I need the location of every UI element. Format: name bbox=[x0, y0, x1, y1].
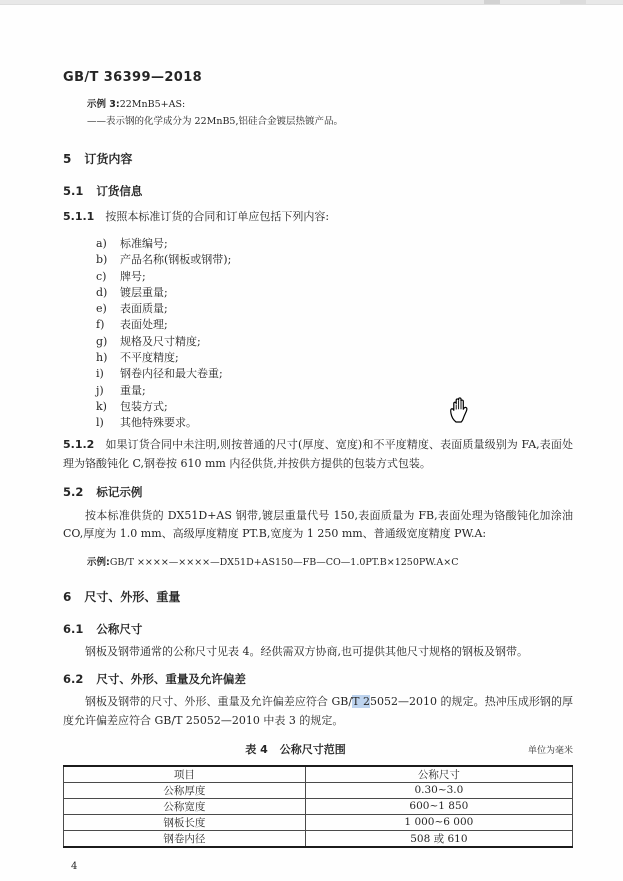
list-item: f) 表面处理; bbox=[96, 318, 168, 332]
example-3-block bbox=[87, 96, 573, 130]
example-3-code: 22MnB5+AS: bbox=[119, 99, 186, 110]
example-3-line bbox=[87, 96, 573, 113]
column-header: 项目 bbox=[64, 766, 306, 783]
designation-example-line bbox=[87, 555, 573, 571]
list-item: a) 标准编号; bbox=[96, 237, 168, 250]
list-item: k) 包装方式; bbox=[96, 399, 168, 413]
search-highlight: T 2 bbox=[352, 694, 370, 708]
order-content-list bbox=[63, 236, 573, 432]
section-5-1-heading bbox=[63, 183, 573, 199]
clause-6-2-body bbox=[63, 692, 573, 730]
section-6-2-heading bbox=[63, 671, 573, 687]
clause-5-1-2-text: 如果订货合同中未注明,则按普通的尺寸(厚度、宽度)和不平度精度、表面质量级别为 FA,表面处理为铬酸钝化 C,钢卷按 610 mm 内径供货,并按供方提供的包装方式包装。 bbox=[63, 437, 573, 470]
section-6-1-heading bbox=[63, 621, 573, 637]
unit-note: 单位为毫米 bbox=[527, 745, 573, 756]
section-6-heading bbox=[63, 588, 573, 605]
section-5-heading bbox=[63, 150, 573, 167]
standard-number-header: GB/T 36399—2018 bbox=[63, 70, 203, 85]
table-4-caption bbox=[63, 741, 528, 757]
page-number: 4 bbox=[71, 860, 78, 872]
table-header-row bbox=[64, 766, 573, 783]
example-3-description: ——表示钢的化学成分为 22MnB5,铝硅合金镀层热镀产品。 bbox=[87, 116, 343, 127]
section-5-number: 5 bbox=[63, 152, 72, 166]
list-item: j) 重量; bbox=[96, 383, 146, 397]
list-item: l) 其他特殊要求。 bbox=[96, 416, 197, 430]
section-6-title: 尺寸、外形、重量 bbox=[84, 589, 181, 604]
section-6-2-title: 尺寸、外形、重量及允许偏差 bbox=[96, 671, 246, 686]
clause-6-2-text: 钢板及钢带的尺寸、外形、重量及允许偏差应符合 GB/ bbox=[85, 694, 353, 708]
clause-6-1-body: 钢板及钢带通常的公称尺寸见表 4。经供需双方协商,也可提供其他尺寸规格的钢板及钢带。 bbox=[85, 644, 528, 658]
list-item: e) 表面质量; bbox=[96, 302, 168, 316]
table-row: 公称厚度 0.30~3.0 bbox=[64, 782, 573, 798]
section-6-number: 6 bbox=[63, 589, 72, 604]
example-3-label: 示例 3: bbox=[87, 99, 120, 110]
clause-5-1-2-number: 5.1.2 bbox=[63, 437, 95, 451]
table-row: 钢卷内径 508 或 610 bbox=[64, 830, 573, 847]
clause-6-2-text: 5052—2010 的规定。热冲压成形钢的厚度允许偏差应符合 GB/T 25052—2010 中表 3 的规定。 bbox=[63, 694, 573, 727]
designation-example-code: GB/T ××××—××××—DX51D+AS150—FB—CO—1.0PT.B×1250PW.A×C bbox=[109, 556, 459, 568]
list-item: b) 产品名称(钢板或钢带); bbox=[96, 253, 232, 267]
list-item: h) 不平度精度; bbox=[96, 351, 179, 365]
table-4-label: 表 4 bbox=[245, 742, 268, 756]
section-5-2-title: 标记示例 bbox=[96, 484, 143, 499]
clause-5-1-1-number: 5.1.1 bbox=[63, 210, 95, 223]
section-5-2-number: 5.2 bbox=[63, 484, 84, 499]
table-4-caption-row bbox=[63, 741, 573, 757]
list-item: c) 牌号; bbox=[96, 269, 146, 283]
clause-5-1-1 bbox=[63, 208, 573, 225]
clause-5-2-body: 按本标准供货的 DX51D+AS 钢带,镀层重量代号 150,表面质量为 FB,表面处理为铬酸钝化加涂油 CO,厚度为 1.0 mm、高级厚度精度 PT.B,宽度为 1 250 mm、普通级宽度精度 PW.A: bbox=[63, 508, 573, 541]
section-5-title: 订货内容 bbox=[84, 152, 133, 166]
section-6-1-title: 公称尺寸 bbox=[96, 621, 143, 636]
list-item: i) 钢卷内径和最大卷重; bbox=[96, 367, 223, 381]
section-6-2-number: 6.2 bbox=[63, 671, 84, 686]
table-row: 公称宽度 600~1 850 bbox=[64, 798, 573, 814]
page-content bbox=[63, 0, 573, 872]
clause-5-1-2 bbox=[63, 435, 573, 473]
hand-cursor-icon bbox=[447, 394, 473, 428]
section-6-1-number: 6.1 bbox=[63, 621, 84, 636]
list-item: g) 规格及尺寸精度; bbox=[96, 334, 201, 348]
section-5-1-title: 订货信息 bbox=[96, 184, 143, 198]
table-4-title: 公称尺寸范围 bbox=[279, 742, 346, 756]
designation-example-label: 示例: bbox=[87, 556, 110, 568]
section-5-1-number: 5.1 bbox=[63, 184, 84, 198]
list-item: d) 镀层重量; bbox=[96, 285, 168, 299]
table-row: 钢板长度 1 000~6 000 bbox=[64, 814, 573, 830]
section-5-2-heading bbox=[63, 484, 573, 500]
column-header: 公称尺寸 bbox=[305, 766, 572, 783]
table-4-nominal-sizes bbox=[63, 765, 573, 848]
clause-5-1-1-text: 按照本标准订货的合同和订单应包括下列内容: bbox=[105, 210, 330, 223]
